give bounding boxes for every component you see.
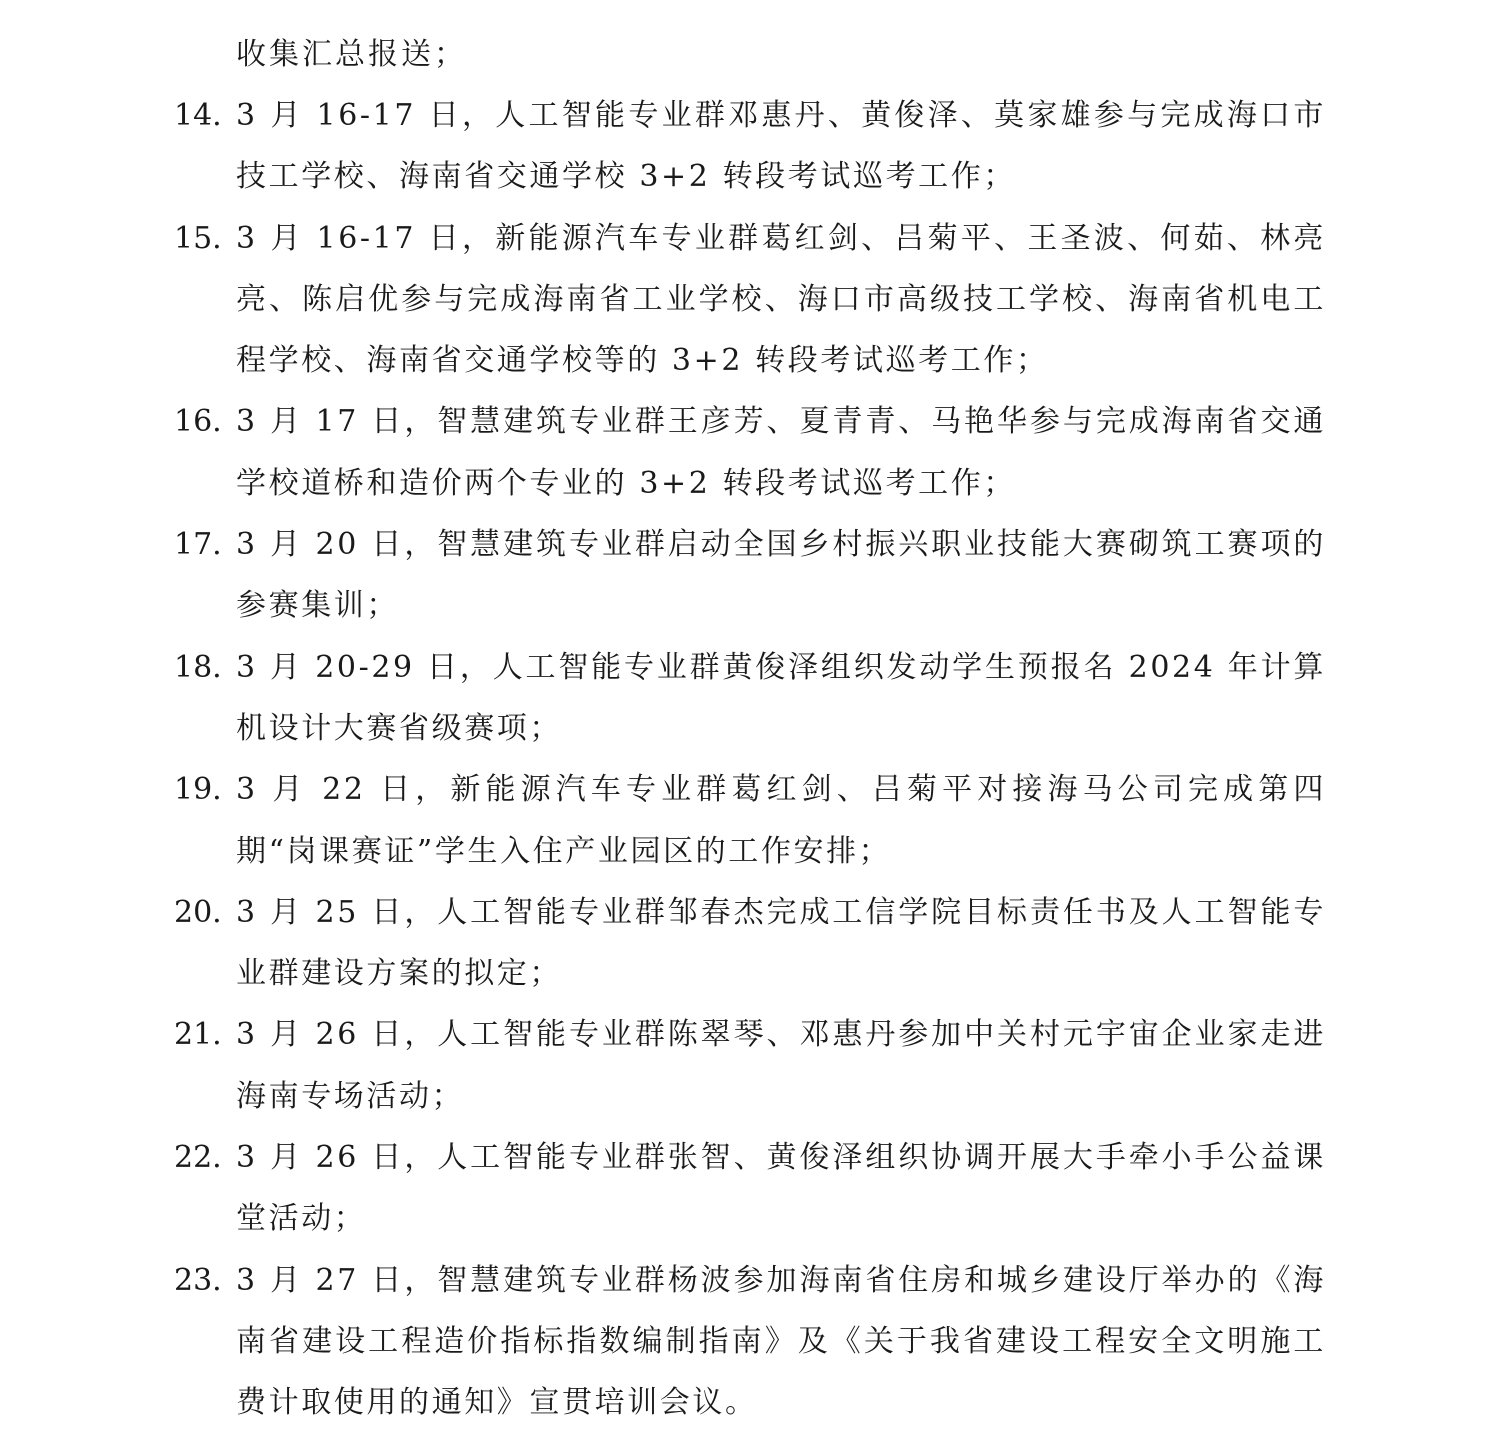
list-item-23 — [174, 1250, 1326, 1434]
list-item-18 — [174, 637, 1326, 760]
list-item-20 — [174, 882, 1326, 1005]
item-number: 22. — [174, 1140, 222, 1176]
item-text: 3 月 20-29 日，人工智能专业群黄俊泽组织发动学生预报名 2024 年计算机设计大赛省级赛项； — [236, 649, 1326, 746]
item-text: 3 月 26 日，人工智能专业群陈翠琴、邓惠丹参加中关村元宇宙企业家走进海南专场活动； — [236, 1017, 1326, 1114]
item-number: 20. — [174, 894, 222, 930]
list-item-17 — [174, 514, 1326, 637]
list-item-16 — [174, 391, 1326, 514]
item-text: 3 月 27 日，智慧建筑专业群杨波参加海南省住房和城乡建设厅举办的《海南省建设工程造价指标指数编制指南》及《关于我省建设工程安全文明施工费计取使用的通知》宣贯培训会议。 — [236, 1262, 1326, 1421]
item-text: 3 月 17 日，智慧建筑专业群王彦芳、夏青青、马艳华参与完成海南省交通学校道桥和造价两个专业的 3+2 转段考试巡考工作； — [236, 404, 1326, 501]
list-item-22 — [174, 1127, 1326, 1250]
item-text: 3 月 22 日，新能源汽车专业群葛红剑、吕菊平对接海马公司完成第四期“岗课赛证”学生入住产业园区的工作安排； — [236, 772, 1326, 869]
item-text: 3 月 26 日，人工智能专业群张智、黄俊泽组织协调开展大手牵小手公益课堂活动； — [236, 1140, 1326, 1237]
numbered-list — [174, 85, 1326, 1434]
item-number: 19. — [174, 772, 222, 808]
item-text: 3 月 16-17 日，新能源汽车专业群葛红剑、吕菊平、王圣波、何茹、林亮亮、陈启优参与完成海南省工业学校、海口市高级技工学校、海南省机电工程学校、海南省交通学校等的 3+2 转段考试巡考工作； — [236, 220, 1326, 379]
item-number: 18. — [174, 649, 222, 685]
list-item-19 — [174, 759, 1326, 882]
item-text: 3 月 16-17 日，人工智能专业群邓惠丹、黄俊泽、莫家雄参与完成海口市技工学校、海南省交通学校 3+2 转段考试巡考工作； — [236, 98, 1326, 195]
item-text: 3 月 20 日，智慧建筑专业群启动全国乡村振兴职业技能大赛砌筑工赛项的参赛集训； — [236, 527, 1326, 624]
item-number: 15. — [174, 220, 222, 256]
item-number: 23. — [174, 1262, 222, 1298]
item-number: 17. — [174, 527, 222, 563]
list-item-21 — [174, 1004, 1326, 1127]
list-item-15 — [174, 208, 1326, 392]
item-number: 21. — [174, 1017, 222, 1053]
continuation-line: 收集汇总报送； — [236, 37, 467, 72]
list-item-14 — [174, 85, 1326, 208]
item-number: 16. — [174, 404, 222, 440]
item-text: 3 月 25 日，人工智能专业群邹春杰完成工信学院目标责任书及人工智能专业群建设方案的拟定； — [236, 894, 1326, 992]
item-number: 14. — [174, 98, 222, 133]
